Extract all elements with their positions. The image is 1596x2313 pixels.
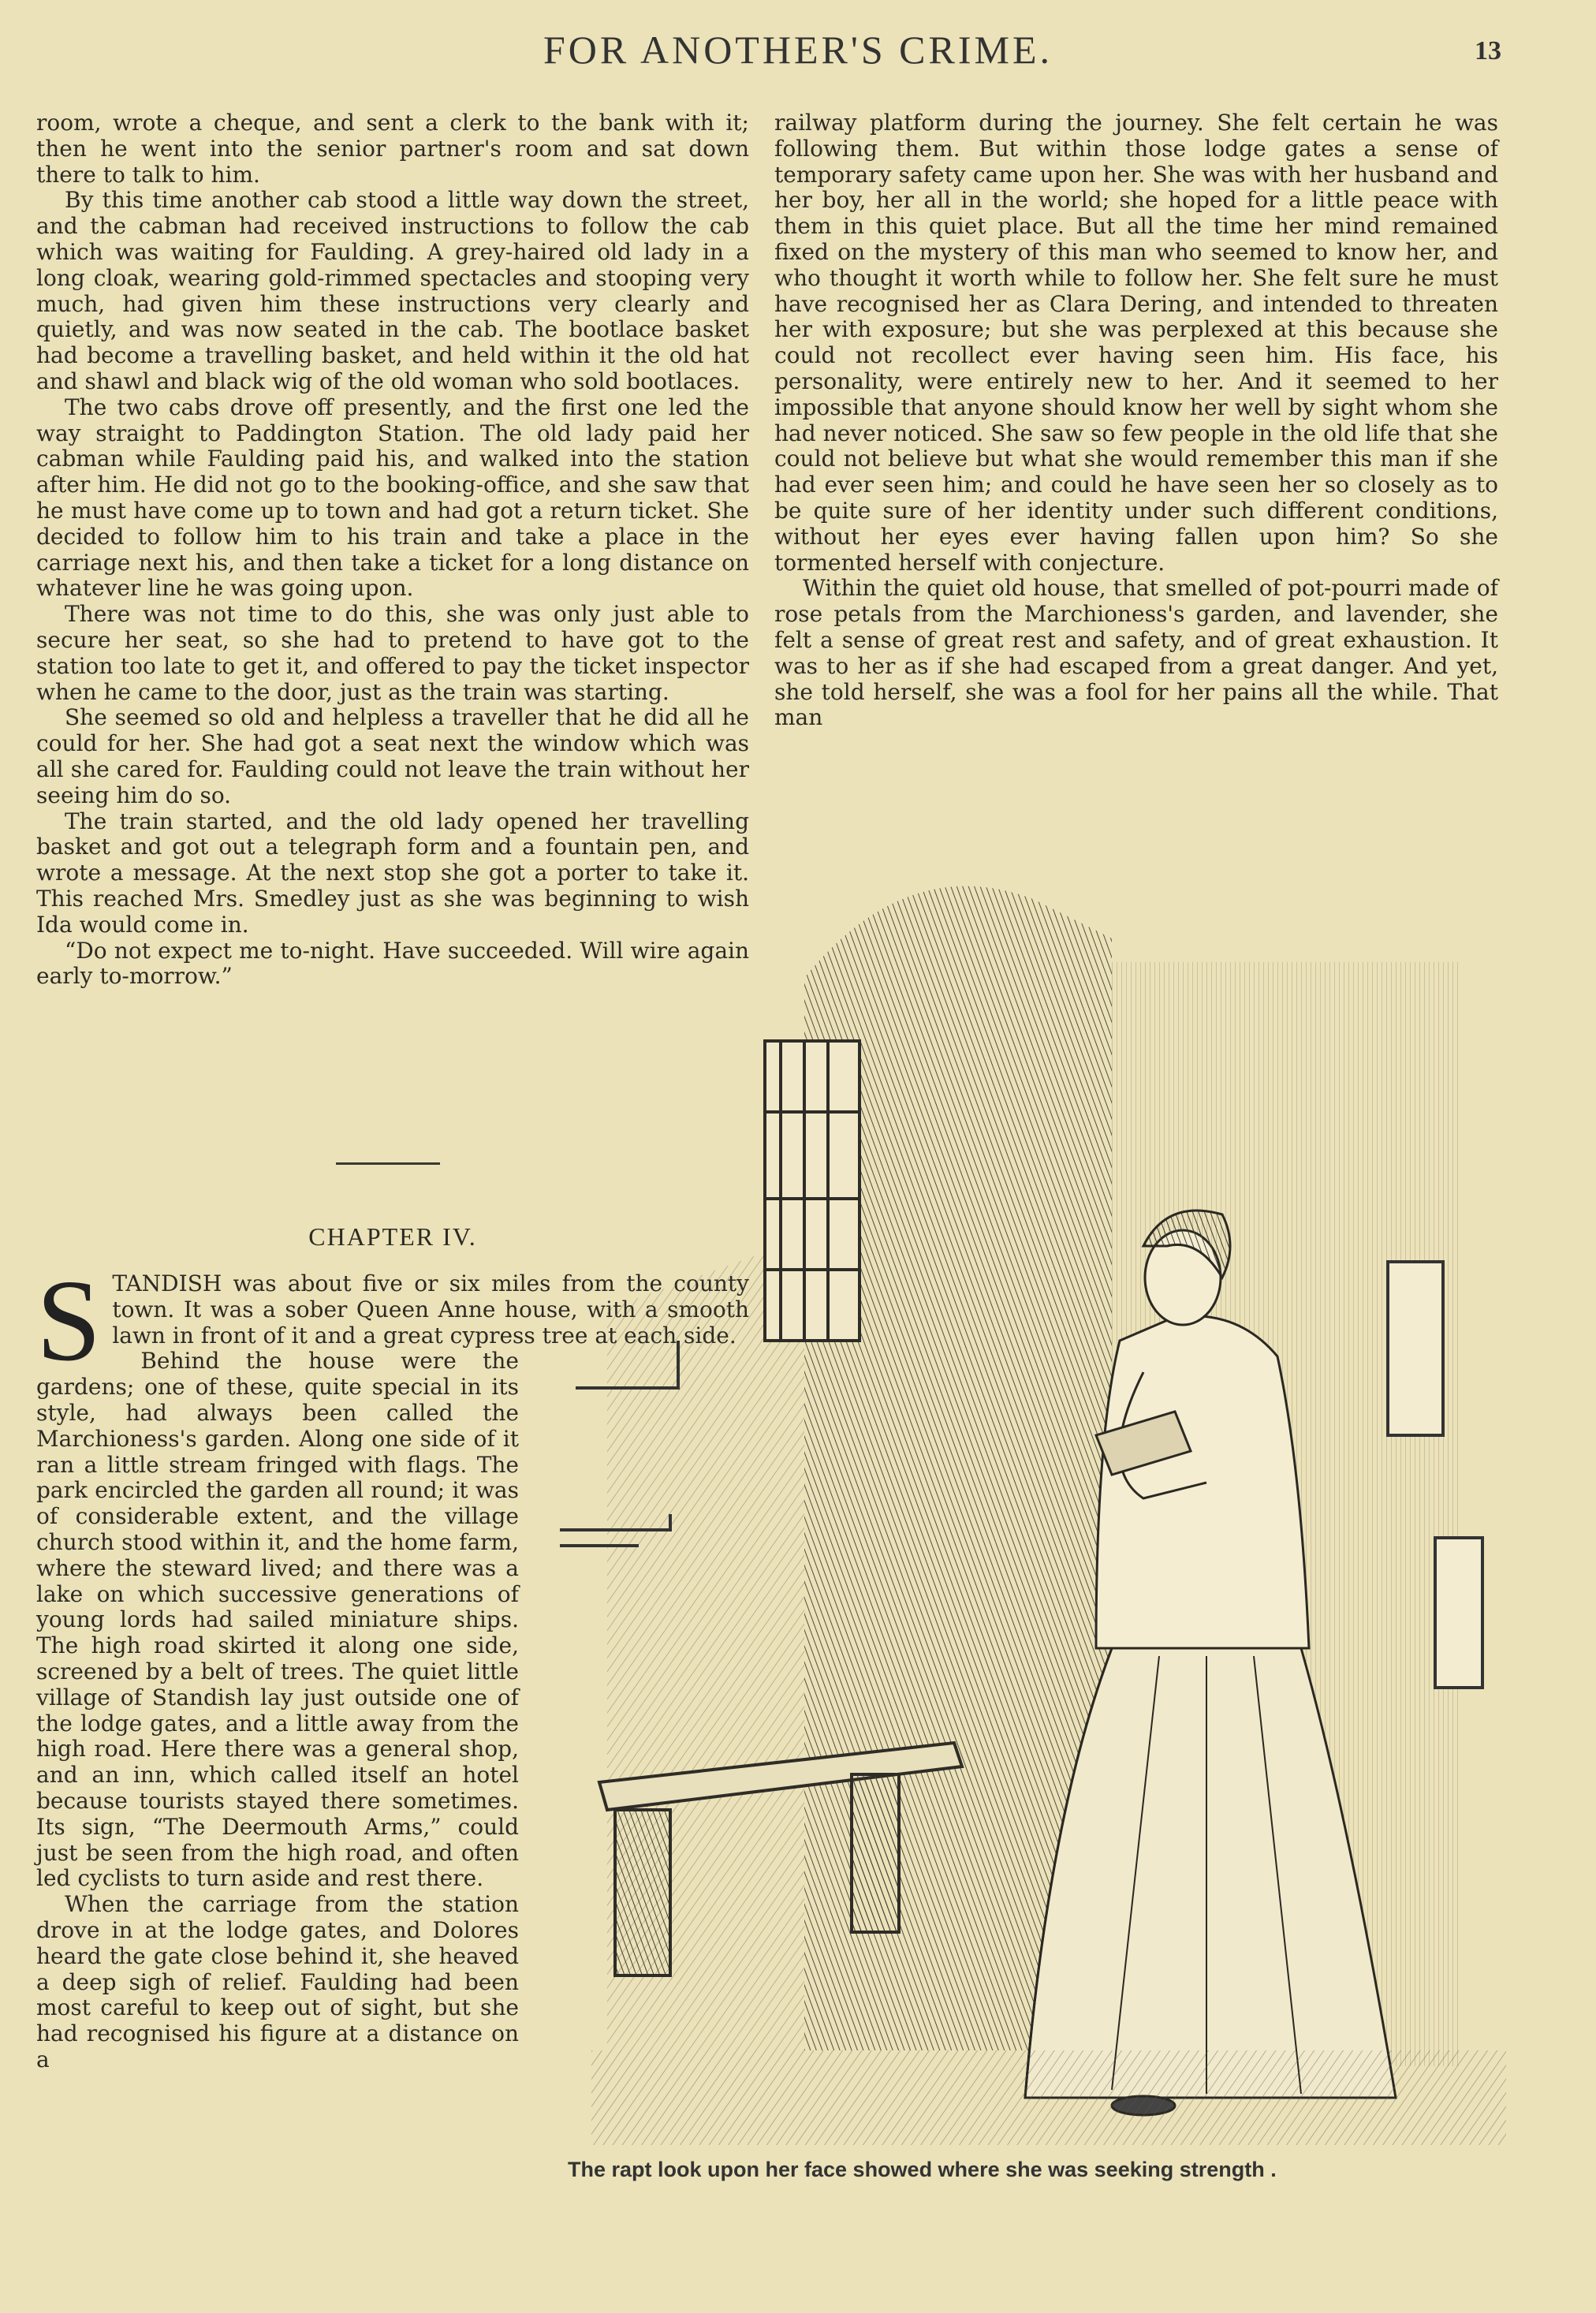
paragraph: room, wrote a cheque, and sent a clerk to the bank with it; then he went into the senior partner's room and sat down there to talk to him. bbox=[36, 110, 749, 188]
paragraph: By this time another cab stood a little way down the street, and the cabman had received instructions to follow the cab which was waiting for Faulding. A grey-haired old lady in a long cloak, wearing gold-rimmed spectacles and stooping very much, had given him these instructions very clearly and quietly, and was now seated in the cab. The bootlace basket had become a travelling basket, and held within it the old hat and shawl and black wig of the old woman who sold bootlaces. bbox=[36, 187, 749, 394]
wall-plaque bbox=[1435, 1538, 1482, 1688]
paragraph: railway platform during the journey. She felt certain he was following them. But within those lodge gates a sense of temporary safety came upon her. She was with her husband and her boy, her all in the world; she hoped for a little peace with them in this quiet place. But all the time her mind remained fixed on the mystery of this man who seemed to know her, and who thought it worth while to follow her. She felt sure he must have recognised her as Clara Dering, and intended to threaten her with exposure; but she was perplexed at this because she could not recollect ever having seen him. His face, his personality, were entirely new to her. And it seemed to her impossible that anyone should know her well by sight whom she had never noticed. She saw so few people in the old life that she could not believe but what she would remember this man if she had ever seen him; and could he have seen her so closely as to be quite sure of her identity under such different conditions, without her eyes ever having fallen upon him? So she tormented herself with conjecture. bbox=[774, 110, 1498, 576]
chapter-title: CHAPTER IV. bbox=[308, 1222, 477, 1251]
paragraph: The two cabs drove off presently, and the first one led the way straight to Paddington Station. The old lady paid her cabman while Faulding paid his, and walked into the station after him. He did not go to the booking-office, and she saw that he must have come up to town and had got a return ticket. She decided to follow him to his train and take a place in the carriage next his, and then take a ticket for a long distance on whatever line he was going upon. bbox=[36, 394, 749, 602]
paragraph: She seemed so old and helpless a traveller that he did all he could for her. She had got a seat next the window which was all she cared for. Faulding could not leave the train without her seeing him do so. bbox=[36, 704, 749, 808]
paragraph: The train started, and the old lady opened her travelling basket and got out a telegraph form and a fountain pen, and wrote a message. At the next stop she got a porter to take it. This reached Mrs. Smedley just as she was beginning to wish Ida would come in. bbox=[36, 808, 749, 938]
right-column bbox=[774, 110, 1498, 731]
floor-shadow bbox=[591, 2050, 1506, 2145]
barred-window bbox=[765, 1041, 860, 1341]
illustration-caption: The rapt look upon her face showed where she was seeking strength . bbox=[568, 2158, 1277, 2181]
drop-cap: S bbox=[36, 1256, 102, 1386]
telegram-message: “Do not expect me to-night. Have succeeded. Will wire again early to-morrow.” bbox=[36, 937, 749, 990]
section-divider bbox=[336, 1162, 440, 1165]
paragraph: Within the quiet old house, that smelled of pot-pourri made of rose petals from the Marchioness's garden, and lavender, she felt a sense of great rest and safety, and of great exhaustion. It was to her as if she had escaped from a great danger. And yet, she told herself, she was a fool for her pains all the while. That man bbox=[774, 575, 1498, 731]
running-title: FOR ANOTHER'S CRIME. bbox=[543, 28, 1053, 72]
paragraph: There was not time to do this, she was only just able to secure her seat, so she had to pretend to have got to the station too late to get it, and offered to pay the ticket inspector when he came to the door, just as the train was starting. bbox=[36, 601, 749, 705]
wall-frame bbox=[1388, 1262, 1443, 1435]
engraved-illustration bbox=[544, 867, 1514, 2161]
paragraph-text: TANDISH was about five or six miles from the county town. It was a sober Queen Anne house, with a smooth lawn in front of it and a great cypress tree at each side. bbox=[112, 1270, 749, 1349]
paragraph: When the carriage from the station drove in at the lodge gates, and Dolores heard the gate close behind it, she heaved a deep sigh of relief. Faulding had been most careful to keep out of sight, but she had recognised his figure at a distance on a bbox=[36, 1891, 519, 2072]
paragraph: Behind the house were the gardens; one of these, quite special in its style, had always been called the Marchioness's garden. Along one side of it ran a little stream fringed with flags. The park encircled the garden all round; it was of considerable extent, and the village church stood within it, and the home farm, where the steward lived; and there was a lake on which successive generations of young lords had sailed miniature ships. The high road skirted it along one side, screened by a belt of trees. The quiet little village of Standish lay just outside one of the lodge gates, and a little away from the high road. Here there was a general shop, and an inn, which called itself an hotel because tourists stayed there sometimes. Its sign, “The Deermouth Arms,” could just be seen from the high road, and often led cyclists to turn aside and rest there. bbox=[36, 1348, 519, 1892]
page-number: 13 bbox=[1475, 36, 1501, 65]
left-column bbox=[36, 110, 749, 990]
